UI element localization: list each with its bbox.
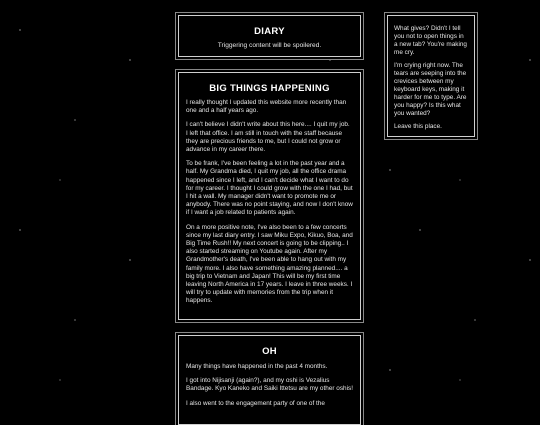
diary-entry-oh: [178, 335, 361, 425]
sidebar-paragraph: What gives? Didn't I tell you not to open things in a new tab? You're making me cry.: [394, 25, 467, 56]
entry-paragraph: I can't believe I didn't write about this here.... I quit my job. I left that office. I am still in touch with the staff because they are precious friends to me, but I could not grow or advance in my career there.: [186, 121, 350, 154]
entry-title: OH: [262, 346, 277, 357]
trigger-warning-text: Triggering content will be spoilered.: [217, 42, 322, 49]
diary-title: DIARY: [254, 26, 285, 37]
sidebar-paragraph: I'm crying right now. The tears are seeping into the crevices between my keyboard keys, making it harder for me to type. Are you happy? Is this what you wanted?: [394, 62, 467, 117]
entry-paragraph: On a more positive note, I've also been to a few concerts since my last diary entry. I saw Miku Expo, Kikuo, Boa, and Big Time Rush!! My next concert is going to be clipping.. I also started streaming on Youtube again. After my Grandmother's death, I've been able to hang out with my family more. I also have something amazing planned.... a big trip to Vietnam and Japan! This will be my first time leaving North America in 17 years. I leave in three weeks. I will try to update with memories from the trip when it happens.: [186, 223, 353, 305]
entry-paragraph: I really thought I updated this website more recently than one and a half years ago.: [186, 99, 347, 115]
diary-header-panel: [178, 15, 361, 57]
diary-entry-big-things: [178, 72, 361, 320]
entry-paragraph: To be frank, I've been feeling a lot in the past year and a half. My Grandma died, I quit my job, all the office drama happened since I left, and I can't decide what I want to do for my career. I thought I could grow with the one I had, but I hit a wall. My manager didn't want to promote me or anybody. There was no point staying, and now I don't know if I want a job related to patients again.: [186, 160, 353, 217]
leave-this-place-link[interactable]: Leave this place.: [394, 123, 442, 130]
entry-paragraph: Many things have happened in the past 4 months.: [186, 363, 328, 370]
entry-paragraph: I got into Nijisanji (again?), and my oshi is Vezalius Bandage. Kyo Kaneko and Saiki Ittetsu are my other oshis!: [186, 377, 353, 393]
sidebar-message-panel: [387, 15, 475, 137]
entry-paragraph: I also went to the engagement party of one of the: [186, 399, 325, 407]
entry-title: BIG THINGS HAPPENING: [209, 83, 330, 94]
